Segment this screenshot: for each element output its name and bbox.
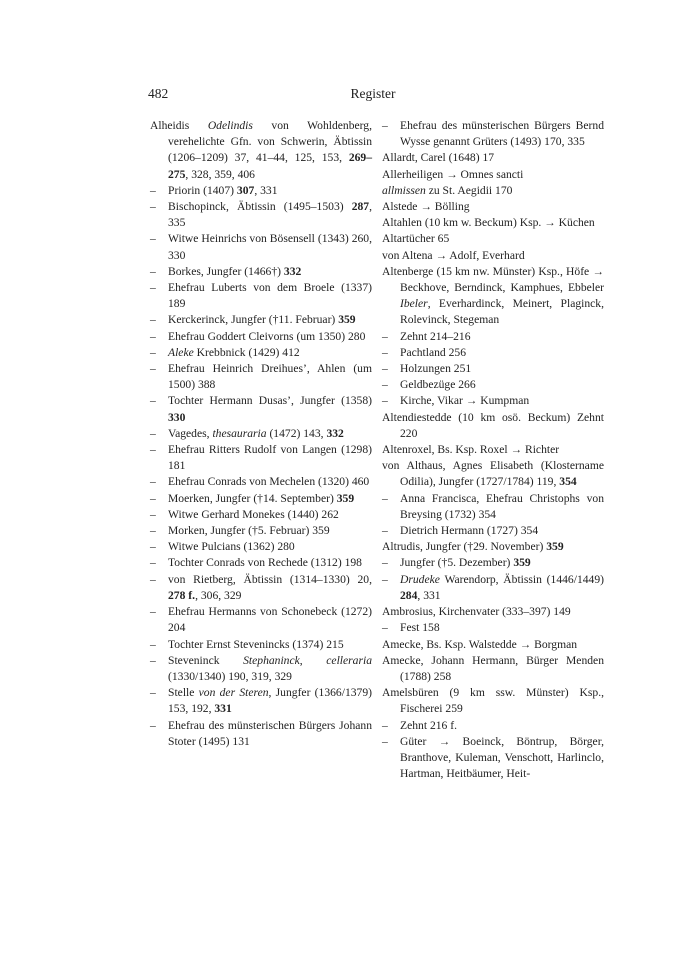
index-entry: Amecke, Johann Hermann, Bürger Menden (1788) 258 xyxy=(382,653,604,683)
page-header xyxy=(148,86,598,106)
index-subentry: – Borkes, Jungfer (1466†) 332 xyxy=(150,264,302,278)
index-subentry: – Jungfer (†5. Dezember) 359 xyxy=(382,556,531,570)
index-subentry: – Ehefrau Hermanns von Schonebeck (1272) 204 xyxy=(150,605,372,635)
index-subentry: – Priorin (1407) 307, 331 xyxy=(150,183,278,197)
index-entry: Alstede → Bölling xyxy=(382,200,470,214)
index-subentry: – Witwe Pulcians (1362) 280 xyxy=(150,540,295,554)
index-subentry: – Ehefrau Goddert Cleivorns (um 1350) 280 xyxy=(150,329,366,343)
index-subentry: – Stelle von der Steren, Jungfer (1366/1379) 153, 192, 331 xyxy=(150,686,372,716)
index-subentry: – Tochter Hermann Dusas’, Jungfer (1358) 330 xyxy=(150,394,372,424)
index-subentry: – Tochter Conrads von Rechede (1312) 198 xyxy=(150,556,362,570)
index-entry: Altenberge (15 km nw. Münster) Ksp., Höfe → Beckhove, Berndinck, Kamphues, Ebbeler Ibeler, Everhardinck, Meinert, Plaginck, Rolevinck, Stegeman xyxy=(382,264,604,327)
index-subentry: – Ehefrau Luberts von dem Broele (1337) 189 xyxy=(150,281,372,311)
index-column-right xyxy=(382,118,604,782)
index-entry: von Altena → Adolf, Everhard xyxy=(382,248,525,262)
index-subentry: – Morken, Jungfer (†5. Februar) 359 xyxy=(150,524,330,538)
index-subentry: – Ehefrau Conrads von Mechelen (1320) 460 xyxy=(150,475,370,489)
index-subentry: – Ehefrau des münsterischen Bürgers Bernd Wysse genannt Grüters (1493) 170, 335 xyxy=(382,119,604,149)
index-entry: Altenroxel, Bs. Ksp. Roxel → Richter xyxy=(382,443,560,457)
index-entry: Altendiestedde (10 km osö. Beckum) Zehnt 220 xyxy=(382,410,604,440)
index-entry: Altartücher 65 xyxy=(382,232,450,246)
index-subentry: – Zehnt 214–216 xyxy=(382,329,471,343)
index-entry: Allardt, Carel (1648) 17 xyxy=(382,151,495,165)
index-subentry: – Witwe Heinrichs von Bösensell (1343) 260, 330 xyxy=(150,232,372,262)
index-entry: Altahlen (10 km w. Beckum) Ksp. → Küchen xyxy=(382,216,595,230)
index-subentry: – Dietrich Hermann (1727) 354 xyxy=(382,524,539,538)
page-number: 482 xyxy=(148,86,169,101)
index-subentry: – Zehnt 216 f. xyxy=(382,718,457,732)
index-subentry: – Drudeke Warendorp, Äbtissin (1446/1449) 284, 331 xyxy=(382,572,604,602)
index-subentry: – Fest 158 xyxy=(382,621,440,635)
index-entry: Altrudis, Jungfer (†29. November) 359 xyxy=(382,540,564,554)
index-subentry: – Holzungen 251 xyxy=(382,362,472,376)
index-subentry: – Moerken, Jungfer (†14. September) 359 xyxy=(150,491,355,505)
index-column-left xyxy=(150,118,372,750)
index-entry: Amelsbüren (9 km ssw. Münster) Ksp., Fischerei 259 xyxy=(382,686,604,716)
index-subentry: – Ehefrau Ritters Rudolf von Langen (1298) 181 xyxy=(150,443,372,473)
index-entry: Allerheiligen → Omnes sancti xyxy=(382,167,524,181)
index-entry: allmissen zu St. Aegidii 170 xyxy=(382,183,513,197)
index-subentry: – Ehefrau Heinrich Dreihues’, Ahlen (um 1500) 388 xyxy=(150,362,372,392)
index-subentry: – Witwe Gerhard Monekes (1440) 262 xyxy=(150,507,339,521)
index-subentry: – von Rietberg, Äbtissin (1314–1330) 20, 278 f., 306, 329 xyxy=(150,572,372,602)
index-entry: Alheidis Odelindis von Wohldenberg, verehelichte Gfn. von Schwerin, Äbtissin (1206–1209) 37, 41–44, 125, 153, 269–275, 328, 359, 406 xyxy=(150,119,372,181)
index-subentry: – Vagedes, thesauraria (1472) 143, 332 xyxy=(150,426,344,440)
index-subentry: – Kirche, Vikar → Kumpman xyxy=(382,394,530,408)
index-subentry: – Geldbezüge 266 xyxy=(382,378,476,392)
index-subentry: – Pachtland 256 xyxy=(382,345,467,359)
index-subentry: – Ehefrau des münsterischen Bürgers Johann Stoter (1495) 131 xyxy=(150,718,372,748)
index-entry: Ambrosius, Kirchenvater (333–397) 149 xyxy=(382,605,571,619)
index-subentry: – Kerckerinck, Jungfer (†11. Februar) 359 xyxy=(150,313,356,327)
index-entry: von Althaus, Agnes Elisabeth (Klostername Odilia), Jungfer (1727/1784) 119, 354 xyxy=(382,459,604,489)
index-subentry: – Tochter Ernst Stevenincks (1374) 215 xyxy=(150,637,344,651)
index-entry: Amecke, Bs. Ksp. Walstedde → Borgman xyxy=(382,637,578,651)
index-subentry: – Steveninck Stephaninck, celleraria (1330/1340) 190, 319, 329 xyxy=(150,653,372,683)
index-subentry: – Bischopinck, Äbtissin (1495–1503) 287, 335 xyxy=(150,200,372,230)
index-subentry: – Güter → Boeinck, Böntrup, Börger, Branthove, Kuleman, Venschott, Harlinclo, Hartman, Heitbäumer, Heit- xyxy=(382,734,604,781)
running-title: Register xyxy=(350,86,396,101)
index-subentry: – Anna Francisca, Ehefrau Christophs von Breysing (1732) 354 xyxy=(382,491,604,521)
index-subentry: – Aleke Krebbnick (1429) 412 xyxy=(150,345,300,359)
